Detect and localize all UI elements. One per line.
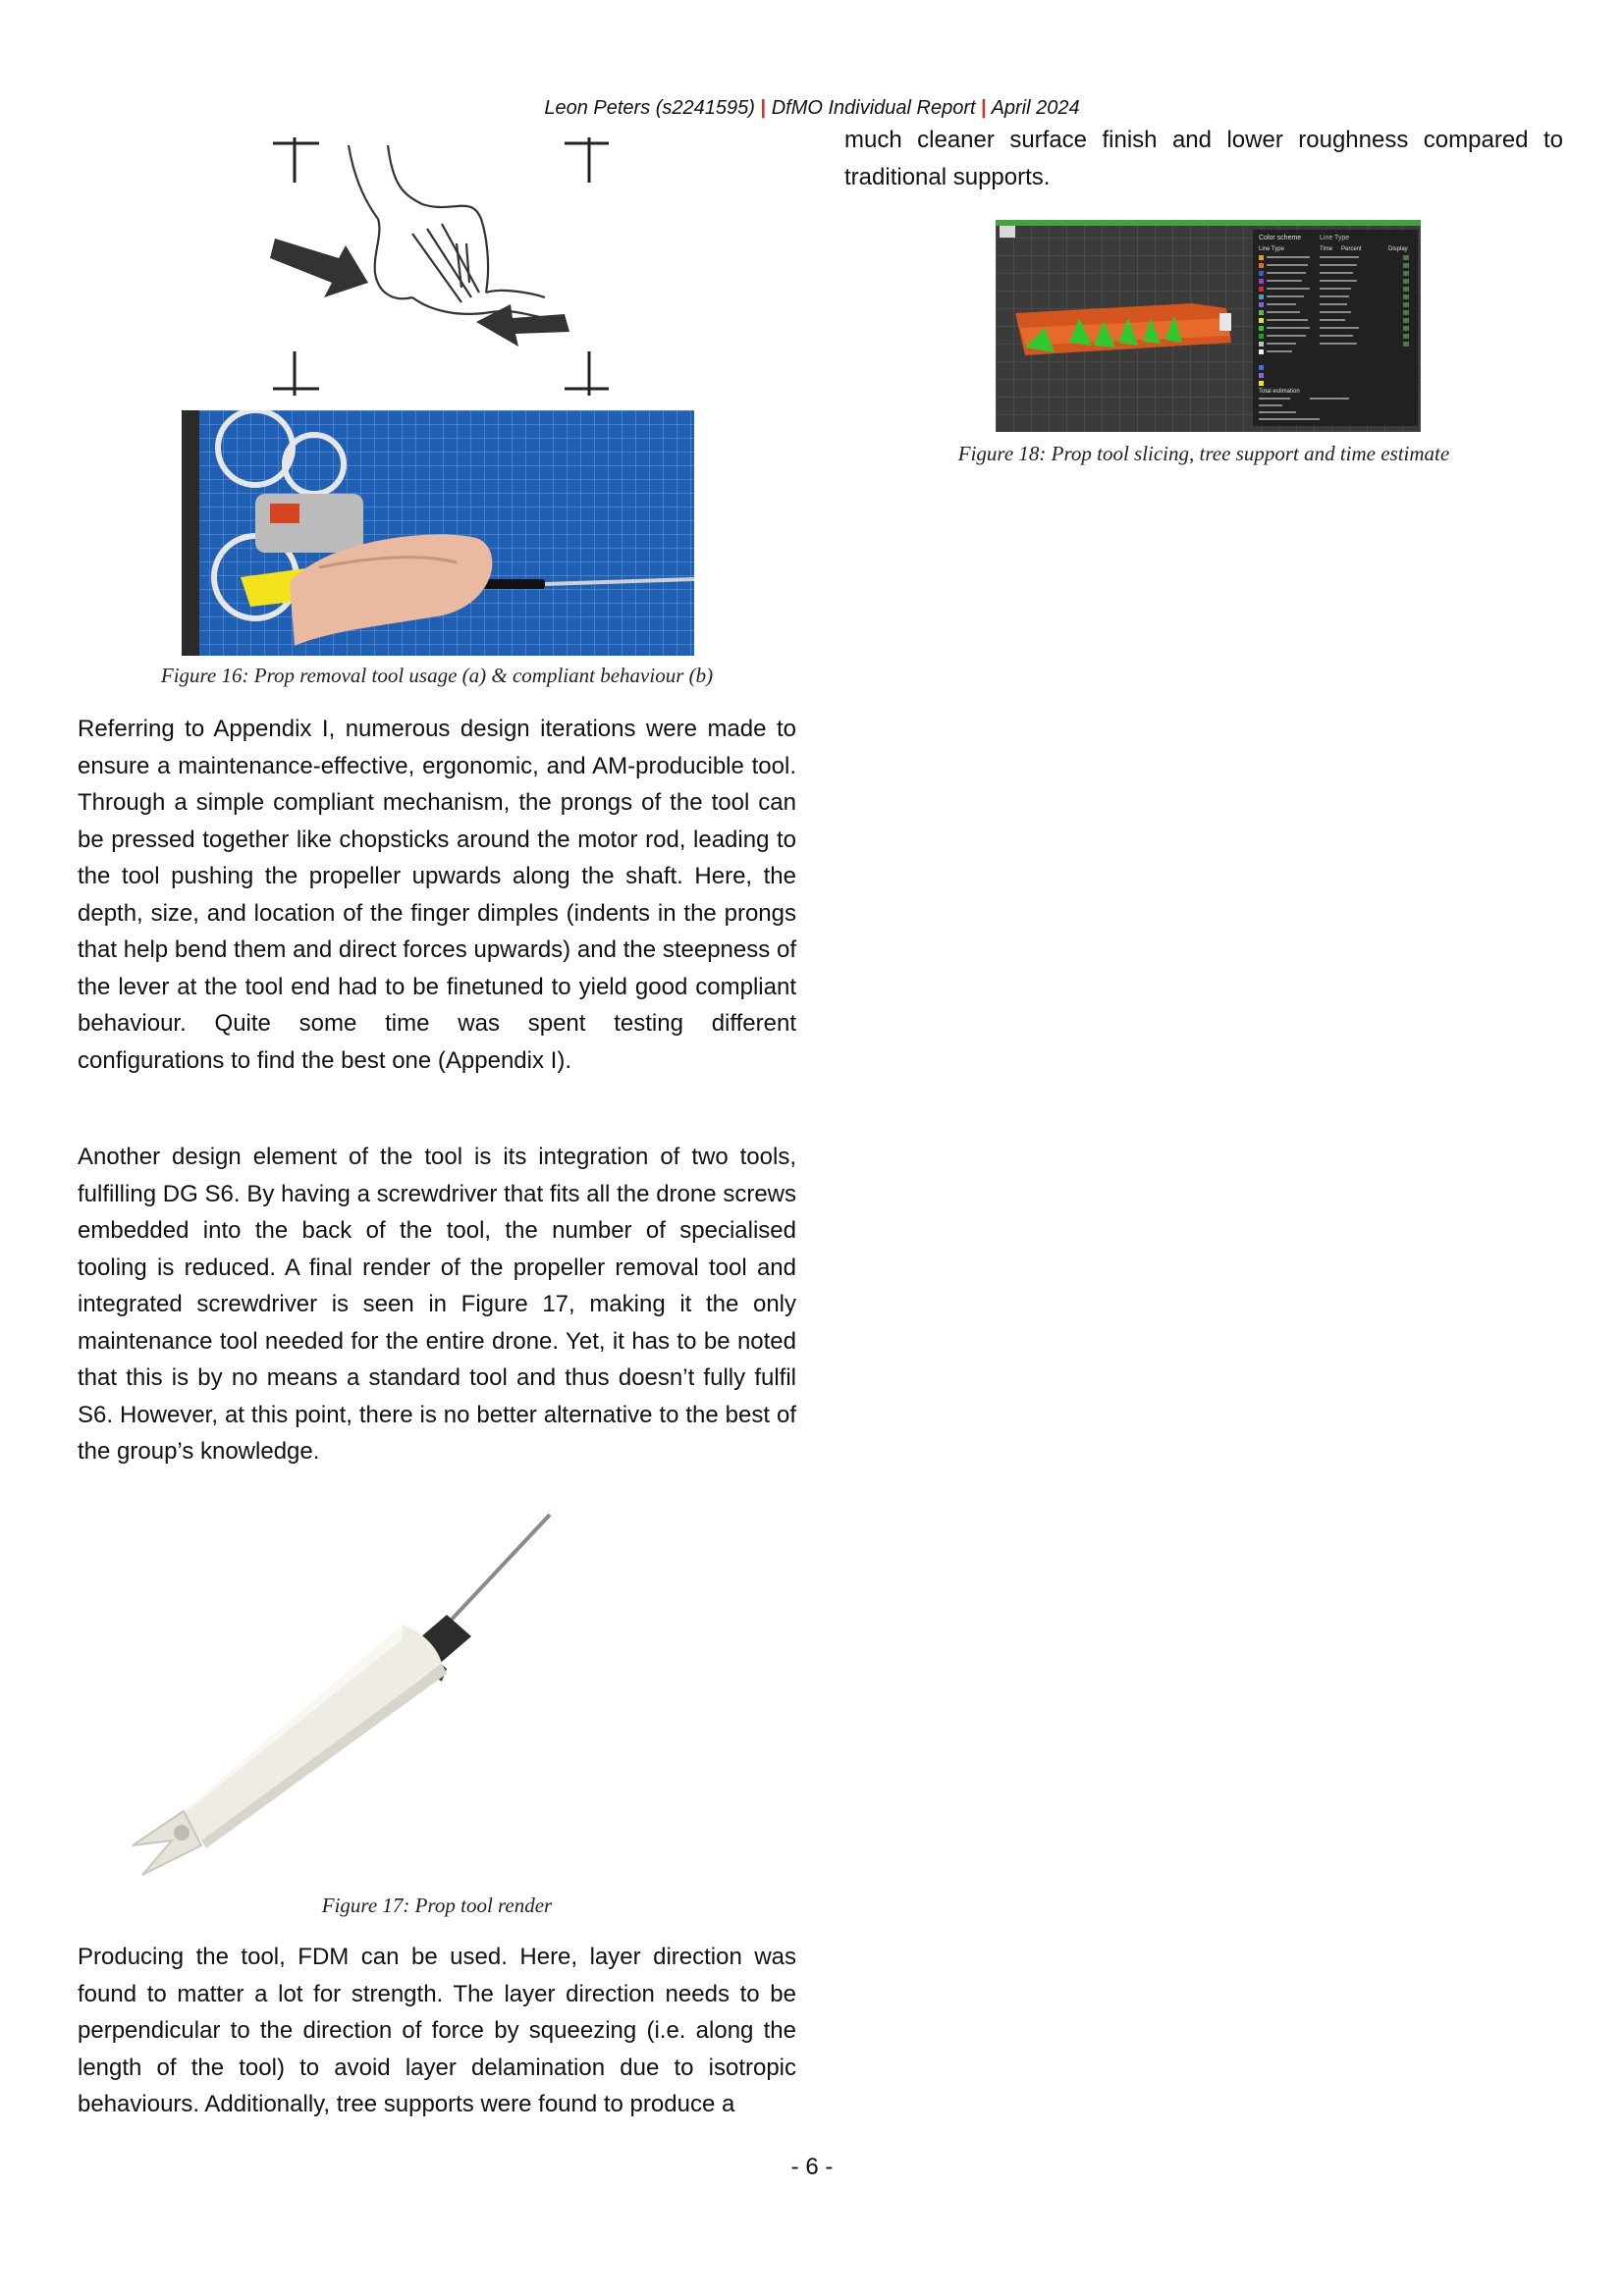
figure18-caption: Figure 18: Prop tool slicing, tree support and time estimate xyxy=(957,442,1450,465)
slicer-total-estimation: Total estimation xyxy=(1259,389,1300,395)
left-paragraph-1 xyxy=(78,711,796,1079)
figure17-render xyxy=(123,1507,673,1890)
header-separator: | xyxy=(760,97,767,119)
paragraph-text: much cleaner surface finish and lower roughness compared to traditional supports. xyxy=(844,127,1563,190)
slicer-col-percent: Percent xyxy=(1341,246,1362,252)
header-separator: | xyxy=(981,97,987,119)
right-paragraph-continued xyxy=(844,122,1563,195)
slicer-legend-swatches xyxy=(1259,255,1264,386)
paragraph-text: Referring to Appendix I, numerous design iterations were made to ensure a maintenance-effective, ergonomic, and AM-producible tool. Through a simple compliant mechanism, the prongs of the tool can be pressed together like chopsticks around the motor rod, leading to the tool pushing the propeller upwards along the shaft. Here, the depth, size, and location of the finger dimples (indents in the prongs that help bend them and direct forces upwards) and the steepness of the lever at the tool end had to be finetuned to yield good compliant behaviour. Quite some time was spent testing different configurations to find the best one (Appendix I). xyxy=(78,716,796,1074)
running-header xyxy=(0,97,1624,120)
slicer-col-time: Time xyxy=(1320,246,1333,252)
figure17-caption: Figure 17: Prop tool render xyxy=(321,1894,553,1917)
figure16-caption: Figure 16: Prop removal tool usage (a) & compliant behaviour (b) xyxy=(160,664,714,687)
left-paragraph-2 xyxy=(78,1139,796,1470)
header-date: April 2024 xyxy=(991,97,1080,119)
left-paragraph-3 xyxy=(78,1939,796,2123)
page-number: - 6 - xyxy=(790,2154,834,2180)
slicer-scheme-value: Line Type xyxy=(1320,235,1350,241)
slicer-col-line-type: Line Type xyxy=(1259,246,1284,252)
paragraph-text: Another design element of the tool is its integration of two tools, fulfilling DG S6. By having a screwdriver that fits all the drone screws embedded into the back of the tool, the number of specialised tooling is reduced. A final render of the propeller removal tool and integrated screwdriver is seen in Figure 17, making it the only maintenance tool needed for the entire drone. Yet, it has to be noted that this is by no means a standard tool and thus doesn’t fully fulfil S6. However, at this point, there is no better alternative to the best of the group’s knowledge. xyxy=(78,1144,796,1465)
figure16b-photo xyxy=(182,410,694,656)
figure16a-sketch xyxy=(265,126,609,400)
slicer-col-display: Display xyxy=(1388,246,1408,252)
paragraph-text: Producing the tool, FDM can be used. Here, layer direction was found to matter a lot for strength. The layer direction needs to be perpendicular to the direction of force by squeezing (i.e. along the length of the tool) to avoid layer delamination due to isotropic behaviours. Additionally, tree supports were found to produce a xyxy=(78,1944,796,2117)
header-author: Leon Peters (s2241595) xyxy=(544,97,755,119)
figure18-slicer-screenshot xyxy=(996,220,1421,432)
slicer-panel-title: Color scheme xyxy=(1259,235,1302,241)
header-report: DfMO Individual Report xyxy=(771,97,976,119)
